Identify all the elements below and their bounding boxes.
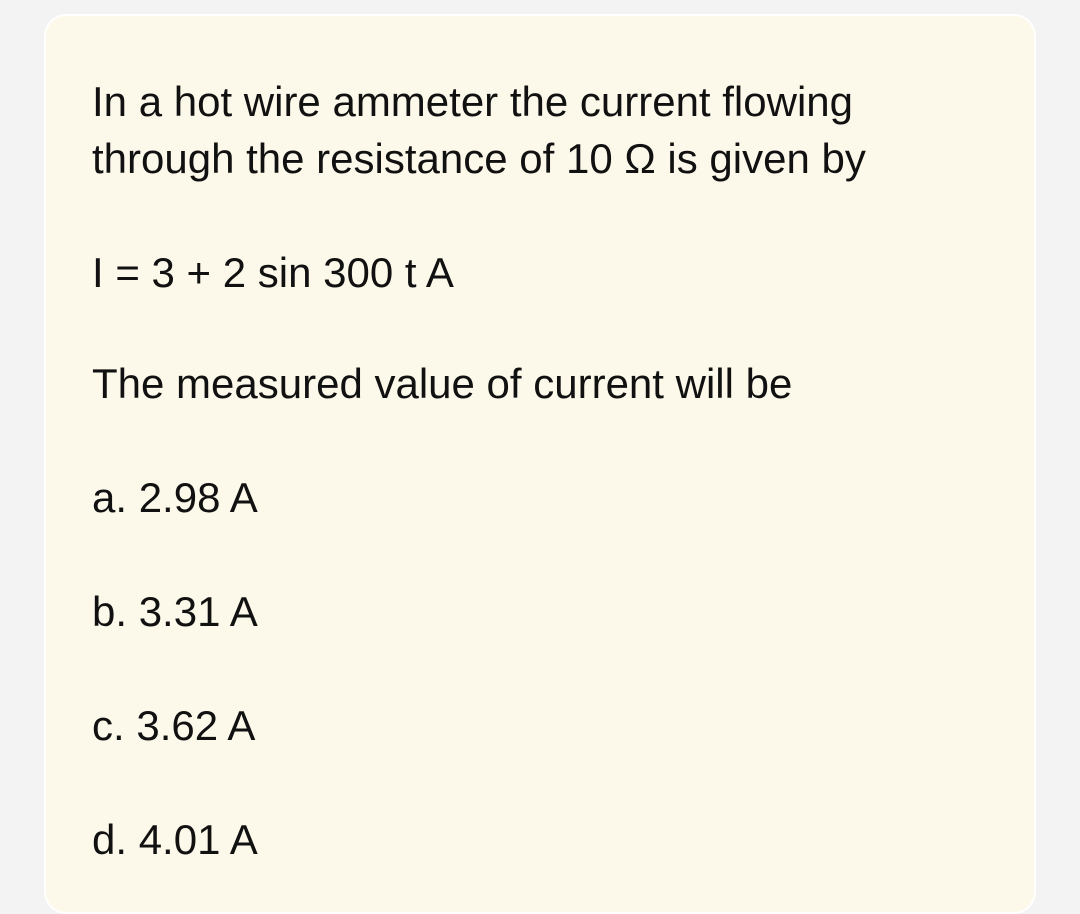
option-a[interactable]: a. 2.98 A <box>92 474 258 521</box>
option-d[interactable]: d. 4.01 A <box>92 816 258 863</box>
question-text-line-1: In a hot wire ammeter the current flowing <box>92 78 854 125</box>
question-prompt: The measured value of current will be <box>92 360 793 407</box>
question-text-line-2: through the resistance of 10 Ω is given by <box>92 135 866 182</box>
option-c[interactable]: c. 3.62 A <box>92 702 256 749</box>
option-b[interactable]: b. 3.31 A <box>92 588 258 635</box>
current-equation: I = 3 + 2 sin 300 t A <box>92 249 454 296</box>
question-card <box>44 14 1036 914</box>
